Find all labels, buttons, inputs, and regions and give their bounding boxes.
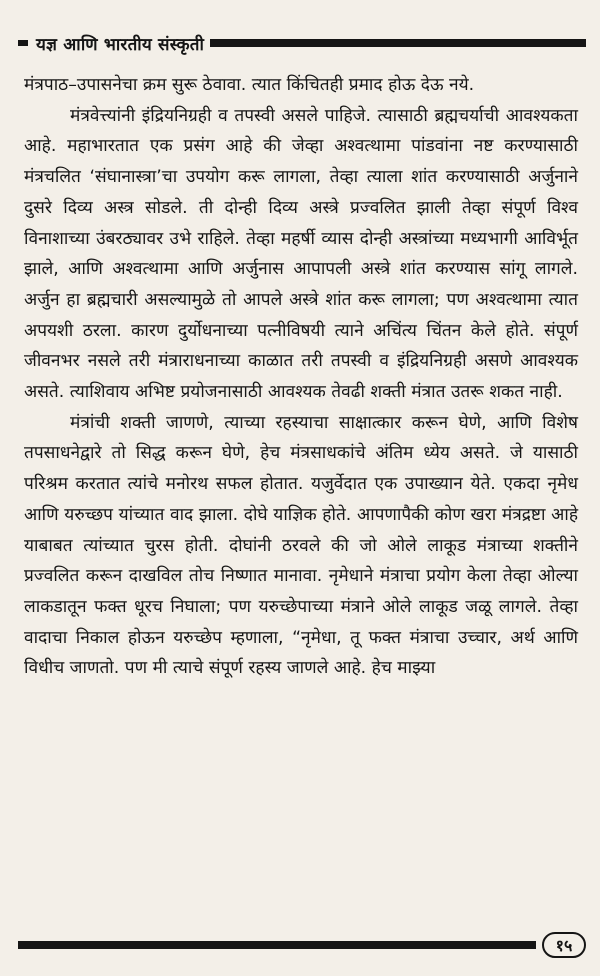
page-footer — [18, 930, 586, 960]
paragraph: मंत्रांची शक्ती जाणणे, त्याच्या रहस्याचा साक्षात्कार करून घेणे, आणि विशेष तपसाधनेद्वारे तो सिद्ध करून घेणे, हेच मंत्रसाधकांचे अंतिम ध्येय असते. जे यासाठी परिश्रम करतात त्यांचे मनोरथ सफल होतात. यजुर्वेदात एक उपाख्यान येते. एकदा नृमेध आणि यरुच्छप यांच्यात वाद झाला. दोघे याज्ञिक होते. आपणापैकी कोण खरा मंत्रद्रष्टा आहे याबाबत त्यांच्यात चुरस होती. दोघांनी ठरवले की जो ओले लाकूड मंत्राच्या शक्तीने प्रज्वलित करून दाखविल तोच निष्णात मानावा. नृमेधाने मंत्राचा प्रयोग केला तेव्हा ओल्या लाकडातून फक्त धूरच निघाला; पण यरुच्छेपाच्या मंत्राने ओले लाकूड जळू लागले. तेव्हा वादाचा निकाल होऊन यरुच्छेप म्हणाला, “नृमेधा, तू फक्त मंत्राचा उच्चार, अर्थ आणि विधीच जाणतो. पण मी त्याचे संपूर्ण रहस्य जाणले आहे. हेच माझ्या — [24, 412, 578, 679]
header-rule-left — [18, 40, 28, 46]
page-number: १५ — [542, 932, 586, 958]
paragraph: मंत्रवेत्त्यांनी इंद्रियनिग्रही व तपस्वी असले पाहिजे. त्यासाठी ब्रह्मचर्याची आवश्यकता आहे. महाभारतात एक प्रसंग आहे की जेव्हा अश्वत्थामा पांडवांना नष्ट करण्यासाठी मंत्रचलित ‘संघानास्त्रा’चा उपयोग करू लागला, तेव्हा त्याला शांत करण्यासाठी अर्जुनाने दुसरे दिव्य अस्त्र सोडले. ती दोन्ही दिव्य अस्त्रे प्रज्वलित झाली तेव्हा संपूर्ण विश्व विनाशाच्या उंबरठ्यावर उभे राहिले. तेव्हा महर्षी व्यास दोन्ही अस्त्रांच्या मध्यभागी आविर्भूत झाले, आणि अश्वत्थामा आणि अर्जुनास आपापली अस्त्रे शांत करण्यास सांगू लागले. अर्जुन हा ब्रह्मचारी असल्यामुळे तो आपले अस्त्रे शांत करू लागला; पण अश्वत्थामा त्यात अपयशी ठरला. कारण दुर्योधनाच्या पत्नीविषयी त्याने अचिंत्य चिंतन केले होते. संपूर्ण जीवनभर नसले तरी मंत्राराधनाच्या काळात तरी तपस्वी व इंद्रियनिग्रही असणे आवश्यक असते. त्याशिवाय अभिष्ट प्रयोजनासाठी आवश्यक तेवढी शक्ती मंत्रात उतरू शकत नाही. — [24, 105, 578, 403]
running-header — [18, 28, 586, 58]
running-header-title: यज्ञ आणि भारतीय संस्कृती — [36, 34, 205, 55]
page-body — [24, 70, 578, 684]
paragraph-continued: मंत्रपाठ–उपासनेचा क्रम सुरू ठेवावा. त्यात किंचितही प्रमाद होऊ देऊ नये. — [24, 75, 475, 95]
footer-rule — [18, 941, 536, 949]
header-rule-right — [210, 39, 586, 47]
